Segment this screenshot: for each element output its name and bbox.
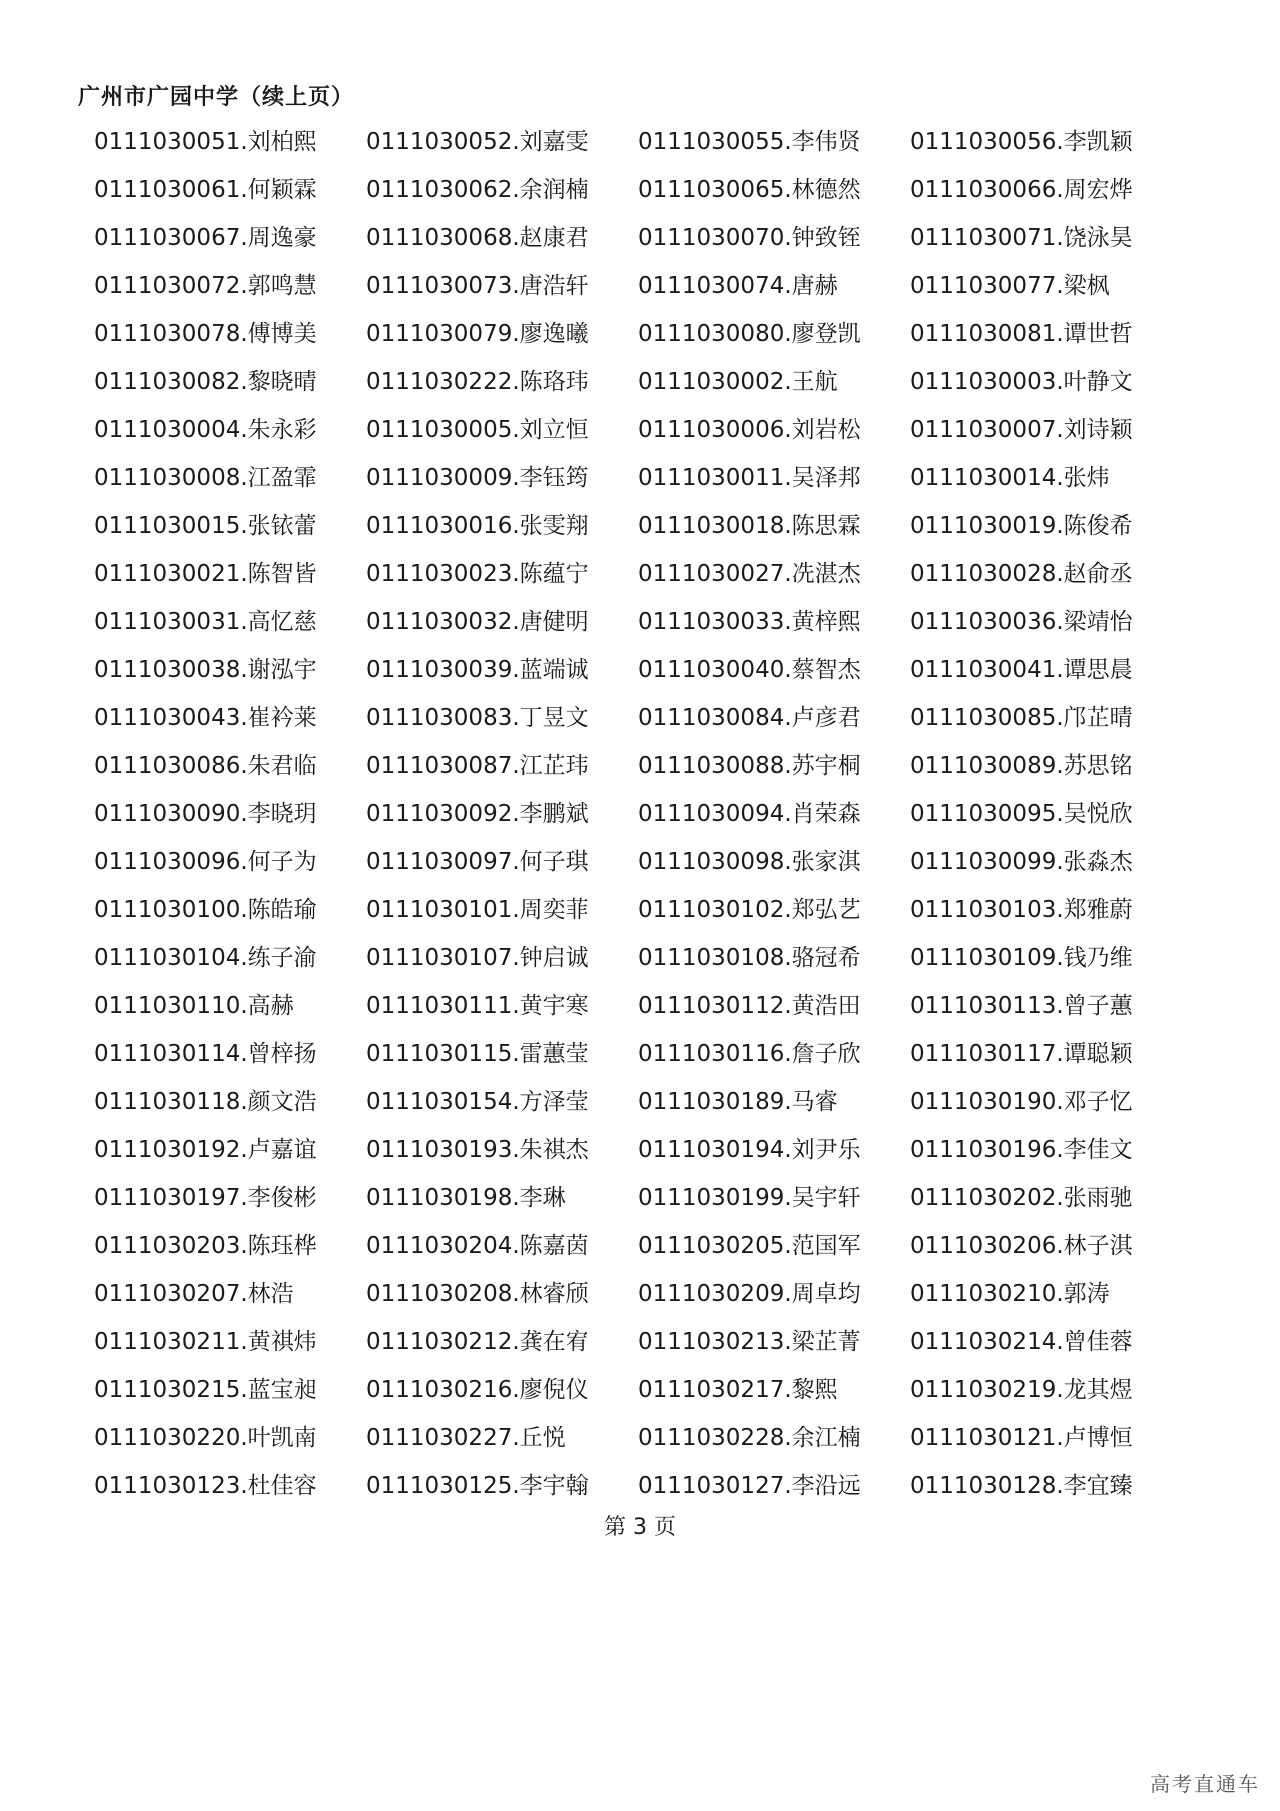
- page-heading: 广州市广园中学（续上页）: [78, 85, 355, 110]
- list-item: 0111030019.陈俊希: [910, 513, 1133, 539]
- list-item: 0111030103.郑雅蔚: [910, 897, 1133, 923]
- list-item: 0111030086.朱君临: [94, 753, 317, 779]
- list-item: 0111030198.李琳: [366, 1185, 566, 1211]
- list-item: 0111030190.邓子忆: [910, 1089, 1133, 1115]
- list-item: 0111030112.黄浩田: [638, 993, 861, 1019]
- list-item: 0111030217.黎熙: [638, 1377, 838, 1403]
- list-item: 0111030205.范国军: [638, 1233, 861, 1259]
- list-item: 0111030067.周逸豪: [94, 225, 317, 251]
- list-item: 0111030033.黄梓熙: [638, 609, 861, 635]
- list-item: 0111030085.邝芷晴: [910, 705, 1133, 731]
- list-item: 0111030008.江盈霏: [94, 465, 317, 491]
- list-item: 0111030023.陈蕴宁: [366, 561, 589, 587]
- list-item: 0111030078.傅博美: [94, 321, 317, 347]
- list-item: 0111030002.王航: [638, 369, 838, 395]
- list-item: 0111030216.廖倪仪: [366, 1377, 589, 1403]
- list-item: 0111030228.余江楠: [638, 1425, 861, 1451]
- list-item: 0111030128.李宜臻: [910, 1473, 1133, 1499]
- list-item: 0111030068.赵康君: [366, 225, 589, 251]
- list-item: 0111030032.唐健明: [366, 609, 589, 635]
- list-item: 0111030052.刘嘉雯: [366, 129, 589, 155]
- list-item: 0111030011.吴泽邦: [638, 465, 861, 491]
- list-item: 0111030111.黄宇寒: [366, 993, 589, 1019]
- list-item: 0111030039.蓝端诚: [366, 657, 589, 683]
- list-item: 0111030210.郭涛: [910, 1281, 1110, 1307]
- list-item: 0111030082.黎晓晴: [94, 369, 317, 395]
- list-item: 0111030110.高赫: [94, 993, 294, 1019]
- list-item: 0111030080.廖登凯: [638, 321, 861, 347]
- list-item: 0111030207.林浩: [94, 1281, 294, 1307]
- list-item: 0111030213.梁芷菁: [638, 1329, 861, 1355]
- list-item: 0111030117.谭聪颖: [910, 1041, 1133, 1067]
- list-item: 0111030028.赵俞丞: [910, 561, 1133, 587]
- list-item: 0111030115.雷蕙莹: [366, 1041, 589, 1067]
- list-item: 0111030040.蔡智杰: [638, 657, 861, 683]
- list-item: 0111030038.谢泓宇: [94, 657, 317, 683]
- list-item: 0111030004.朱永彩: [94, 417, 317, 443]
- list-item: 0111030206.林子淇: [910, 1233, 1133, 1259]
- list-item: 0111030090.李晓玥: [94, 801, 317, 827]
- list-item: 0111030092.李鹏斌: [366, 801, 589, 827]
- list-item: 0111030113.曾子蕙: [910, 993, 1133, 1019]
- list-item: 0111030062.余润楠: [366, 177, 589, 203]
- list-item: 0111030123.杜佳容: [94, 1473, 317, 1499]
- list-item: 0111030036.梁靖怡: [910, 609, 1133, 635]
- list-item: 0111030009.李钰筠: [366, 465, 589, 491]
- list-item: 0111030107.钟启诚: [366, 945, 589, 971]
- list-item: 0111030121.卢博恒: [910, 1425, 1133, 1451]
- list-item: 0111030102.郑弘艺: [638, 897, 861, 923]
- list-item: 0111030027.冼湛杰: [638, 561, 861, 587]
- list-item: 0111030203.陈珏桦: [94, 1233, 317, 1259]
- list-item: 0111030227.丘悦: [366, 1425, 566, 1451]
- list-item: 0111030016.张雯翔: [366, 513, 589, 539]
- page-number: 第 3 页: [604, 1515, 676, 1540]
- list-item: 0111030065.林德然: [638, 177, 861, 203]
- list-item: 0111030104.练子渝: [94, 945, 317, 971]
- list-item: 0111030097.何子琪: [366, 849, 589, 875]
- list-item: 0111030209.周卓均: [638, 1281, 861, 1307]
- list-item: 0111030125.李宇翰: [366, 1473, 589, 1499]
- list-item: 0111030072.郭鸣慧: [94, 273, 317, 299]
- list-item: 0111030015.张铱蕾: [94, 513, 317, 539]
- list-item: 0111030083.丁昱文: [366, 705, 589, 731]
- list-item: 0111030196.李佳文: [910, 1137, 1133, 1163]
- list-item: 0111030098.张家淇: [638, 849, 861, 875]
- list-item: 0111030204.陈嘉茵: [366, 1233, 589, 1259]
- list-item: 0111030211.黄祺炜: [94, 1329, 317, 1355]
- list-item: 0111030066.周宏烨: [910, 177, 1133, 203]
- list-item: 0111030056.李凯颖: [910, 129, 1133, 155]
- list-item: 0111030089.苏思铭: [910, 753, 1133, 779]
- list-item: 0111030003.叶静文: [910, 369, 1133, 395]
- list-item: 0111030096.何子为: [94, 849, 317, 875]
- list-item: 0111030189.马睿: [638, 1089, 838, 1115]
- list-item: 0111030127.李沿远: [638, 1473, 861, 1499]
- list-item: 0111030088.苏宇桐: [638, 753, 861, 779]
- list-item: 0111030018.陈思霖: [638, 513, 861, 539]
- list-item: 0111030014.张炜: [910, 465, 1110, 491]
- list-item: 0111030202.张雨驰: [910, 1185, 1133, 1211]
- list-item: 0111030055.李伟贤: [638, 129, 861, 155]
- list-item: 0111030061.何颖霖: [94, 177, 317, 203]
- list-item: 0111030194.刘尹乐: [638, 1137, 861, 1163]
- list-item: 0111030199.吴宇轩: [638, 1185, 861, 1211]
- list-item: 0111030193.朱祺杰: [366, 1137, 589, 1163]
- list-item: 0111030021.陈智皆: [94, 561, 317, 587]
- list-item: 0111030051.刘柏熙: [94, 129, 317, 155]
- list-item: 0111030084.卢彦君: [638, 705, 861, 731]
- list-item: 0111030116.詹子欣: [638, 1041, 861, 1067]
- list-item: 0111030074.唐赫: [638, 273, 838, 299]
- list-item: 0111030043.崔衿莱: [94, 705, 317, 731]
- list-item: 0111030006.刘岩松: [638, 417, 861, 443]
- list-item: 0111030100.陈皓瑜: [94, 897, 317, 923]
- list-item: 0111030154.方泽莹: [366, 1089, 589, 1115]
- list-item: 0111030208.林睿颀: [366, 1281, 589, 1307]
- list-item: 0111030099.张淼杰: [910, 849, 1133, 875]
- list-item: 0111030214.曾佳蓉: [910, 1329, 1133, 1355]
- list-item: 0111030071.饶泳昊: [910, 225, 1133, 251]
- list-item: 0111030215.蓝宝昶: [94, 1377, 317, 1403]
- list-item: 0111030220.叶凯南: [94, 1425, 317, 1451]
- list-item: 0111030222.陈珞玮: [366, 369, 589, 395]
- list-item: 0111030094.肖荣森: [638, 801, 861, 827]
- list-item: 0111030041.谭思晨: [910, 657, 1133, 683]
- list-item: 0111030197.李俊彬: [94, 1185, 317, 1211]
- list-item: 0111030081.谭世哲: [910, 321, 1133, 347]
- watermark-logo-text: 高考直通车: [1150, 1772, 1260, 1796]
- list-item: 0111030219.龙其煜: [910, 1377, 1133, 1403]
- list-item: 0111030077.梁枫: [910, 273, 1110, 299]
- list-item: 0111030087.江芷玮: [366, 753, 589, 779]
- list-item: 0111030005.刘立恒: [366, 417, 589, 443]
- list-item: 0111030192.卢嘉谊: [94, 1137, 317, 1163]
- list-item: 0111030114.曾梓扬: [94, 1041, 317, 1067]
- list-item: 0111030118.颜文浩: [94, 1089, 317, 1115]
- list-item: 0111030070.钟致铚: [638, 225, 861, 251]
- list-item: 0111030101.周奕菲: [366, 897, 589, 923]
- student-list: [94, 118, 1182, 1510]
- list-item: 0111030073.唐浩轩: [366, 273, 589, 299]
- list-item: 0111030109.钱乃维: [910, 945, 1133, 971]
- list-item: 0111030212.龚在宥: [366, 1329, 589, 1355]
- list-item: 0111030108.骆冠希: [638, 945, 861, 971]
- list-item: 0111030007.刘诗颖: [910, 417, 1133, 443]
- list-item: 0111030031.高忆慈: [94, 609, 317, 635]
- list-item: 0111030079.廖逸曦: [366, 321, 589, 347]
- list-item: 0111030095.吴悦欣: [910, 801, 1133, 827]
